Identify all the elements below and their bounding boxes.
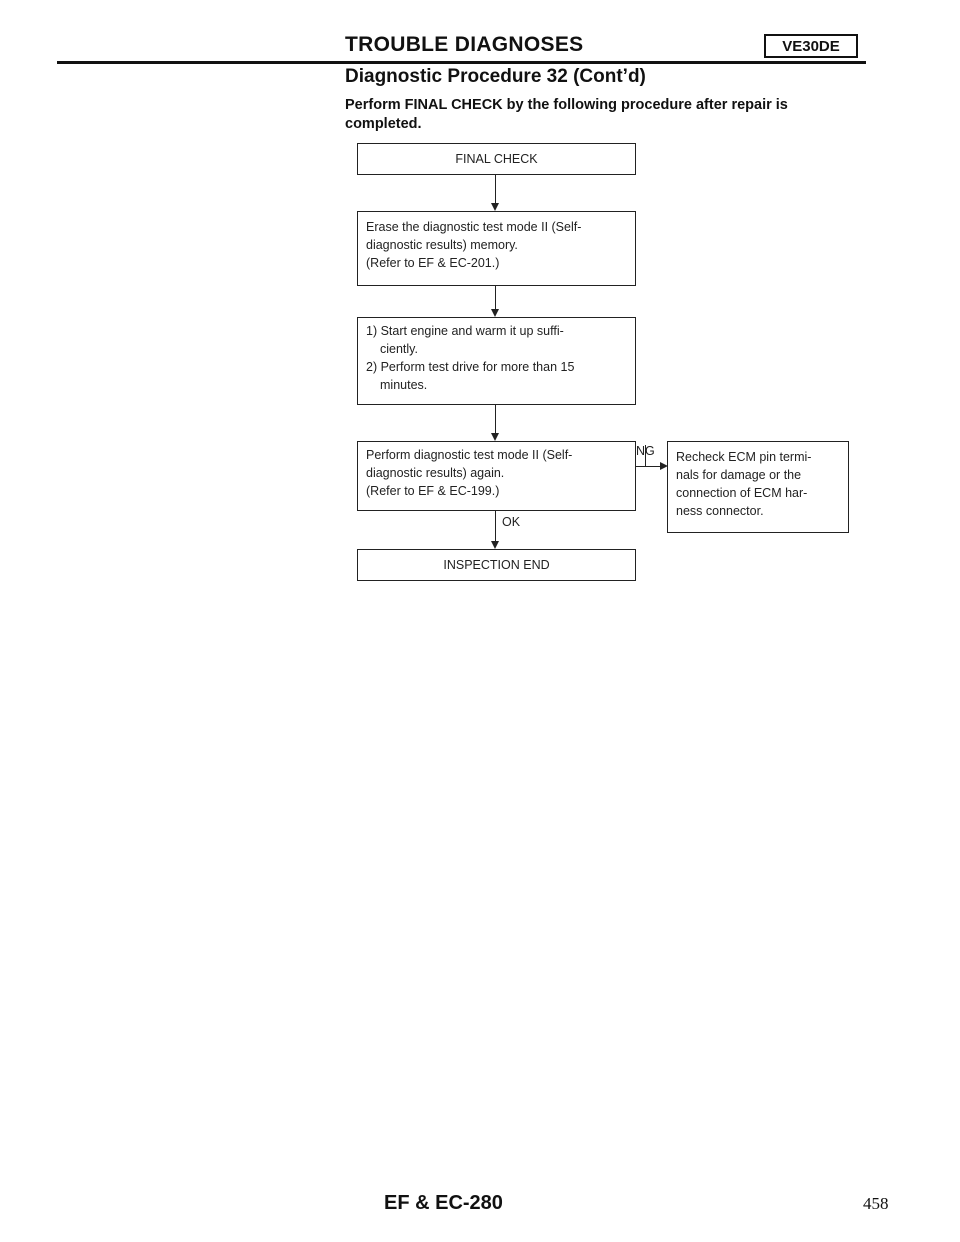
flow-text-line: (Refer to EF & EC-201.) [366, 256, 500, 270]
engine-code-badge: VE30DE [764, 34, 858, 58]
flow-text-line: ciently. [380, 342, 418, 356]
flow-box-final-check [357, 143, 636, 175]
flow-ng-connector [636, 466, 662, 467]
flow-label-ng: NG [636, 444, 655, 458]
flow-box-inspection-end-text: INSPECTION END [443, 558, 550, 572]
flow-connector [495, 175, 496, 205]
footer-page-code: EF & EC-280 [384, 1192, 503, 1214]
flow-box-inspection-end [357, 549, 636, 581]
header-title: TROUBLE DIAGNOSES [345, 33, 584, 56]
flow-box-recheck-ecm [667, 441, 849, 533]
flow-box-final-check-text: FINAL CHECK [455, 152, 538, 166]
intro-text: Perform FINAL CHECK by the following procedure after repair is completed. [345, 97, 788, 132]
flowchart [0, 0, 960, 620]
arrow-down-icon [491, 433, 499, 441]
flow-text-line: Recheck ECM pin termi- [676, 450, 812, 464]
flow-connector [495, 511, 496, 543]
flow-text-line: nals for damage or the [676, 468, 802, 482]
arrow-down-icon [491, 541, 499, 549]
flow-label-ok: OK [502, 515, 521, 529]
flow-connector [495, 286, 496, 311]
flow-box-test-drive [357, 317, 636, 405]
arrow-down-icon [491, 203, 499, 211]
section-title: Diagnostic Procedure 32 (Cont’d) [345, 66, 646, 87]
flow-box-diagnostic-test [357, 441, 636, 511]
flow-text-line: minutes. [380, 378, 428, 392]
flow-text-line: Erase the diagnostic test mode II (Self- [366, 220, 582, 234]
flow-box-erase-memory [357, 211, 636, 286]
flow-text-line: (Refer to EF & EC-199.) [366, 484, 500, 498]
arrow-down-icon [491, 309, 499, 317]
flow-text-line: 1) Start engine and warm it up suffi- [366, 324, 564, 338]
flow-text-line: diagnostic results) memory. [366, 238, 518, 252]
flow-text-line: ness connector. [676, 504, 764, 518]
flow-text-line: 2) Perform test drive for more than 15 [366, 360, 575, 374]
page-number: 458 [863, 1194, 889, 1213]
flow-text-line: connection of ECM har- [676, 486, 808, 500]
flow-text-line: diagnostic results) again. [366, 466, 505, 480]
flow-text-line: Perform diagnostic test mode II (Self- [366, 448, 573, 462]
flow-connector [495, 405, 496, 435]
